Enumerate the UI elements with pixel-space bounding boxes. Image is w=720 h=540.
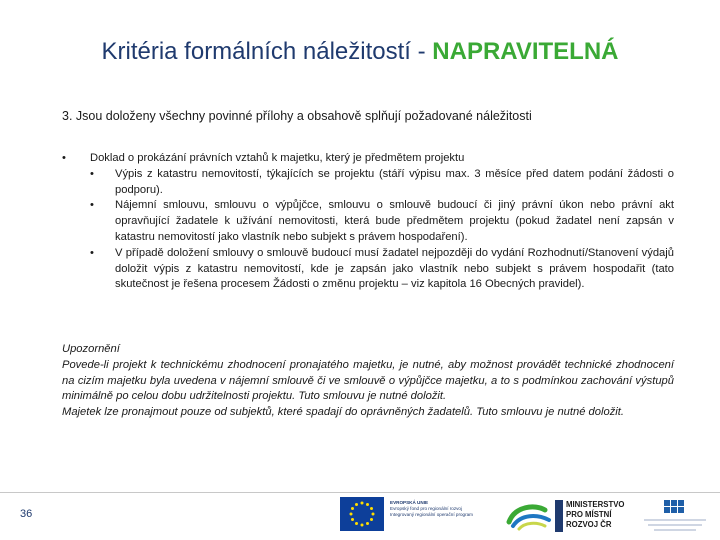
sub-list-item-text: V případě doložení smlouvy o smlouvě budoucí musí žadatel nejpozději do vydání Rozhodnutí/Stanovení výdajů doložit výpis z katastru nemovitostí, kde je zapsán jako vlastník nebo subjekt s právem hospodařit (tato skutečnost je řešena procesem Žádosti o změnu projektu – viz kapitola 16 Obecných pravidel).: [115, 246, 674, 291]
list-item-text: Doklad o prokázání právních vztahů k majetku, který je předmětem projektu: [90, 152, 465, 164]
ministry-line-3: ROZVOJ ČR: [566, 520, 612, 529]
sub-list-item-text: Výpis z katastru nemovitostí, týkajících se projektu (stáří výpisu max. 3 měsíce před datem podání žádosti o podporu).: [115, 167, 674, 196]
title-main: Kritéria formálních náležitostí -: [101, 38, 433, 65]
title-accent: NAPRAVITELNÁ: [432, 38, 619, 65]
bullet-marker: •: [90, 167, 94, 180]
section-heading: 3. Jsou doloženy všechny povinné přílohy a obsahově splňují požadované náležitosti: [62, 109, 532, 123]
sub-list-item: [90, 246, 674, 293]
ministry-secondary-logo-icon: [640, 498, 710, 534]
sub-list-item: [90, 198, 674, 245]
warning-note: [62, 342, 674, 421]
note-heading: Upozornění: [62, 343, 120, 355]
bullet-marker: •: [62, 152, 66, 164]
ministry-emblem-icon: [555, 500, 563, 532]
sub-list-item: [90, 167, 674, 199]
note-paragraph-2: Majetek lze pronajmout pouze od subjektů, které spadají do oprávněných žadatelů. Tuto smlouvu je nutné doložit.: [62, 406, 624, 419]
eu-line-2: Evropský fond pro regionální rozvoj: [390, 506, 463, 512]
eu-flag-icon: [340, 497, 384, 531]
irop-swirl-logo-icon: [505, 500, 553, 532]
ministry-line-1: MINISTERSTVO: [566, 500, 625, 509]
eu-line-1: EVROPSKÁ UNIE: [390, 500, 429, 505]
list-item: [62, 151, 674, 167]
page-title: [0, 38, 720, 66]
requirements-list: [62, 151, 674, 293]
footer-divider: [0, 492, 720, 493]
eu-line-3: Integrovaný regionální operační program: [390, 512, 473, 518]
sub-list-item-text: Nájemní smlouvu, smlouvu o výpůjčce, smlouvu o smlouvě budoucí či jiný právní úkon nebo právní akt opravňující žadatele k užívání nemovitosti, která bude předmětem projektu (pokud žadatel není zapsán v katastru nemovitostí jako vlastník nebo subjekt s právem hospodaření).: [115, 199, 674, 243]
eu-funding-text: [390, 500, 500, 519]
page-number: 36: [20, 508, 33, 520]
bullet-marker: •: [90, 246, 94, 259]
bullet-marker: •: [90, 199, 94, 212]
ministry-name: [566, 500, 624, 530]
note-paragraph-1: Povede-li projekt k technickému zhodnocení pronajatého majetku, je nutné, aby možnost provádět technické zhodnocení na cizím majetku byla uvedena v nájemní smlouvě či ve smlouvě o výpůjčce majetku, a to s podmínkou zachování výstupů minimálně po celou dobu udržitelnosti projektu. Tuto smlouvu je nutné doložit.: [62, 358, 674, 403]
ministry-line-2: PRO MÍSTNÍ: [566, 510, 612, 519]
